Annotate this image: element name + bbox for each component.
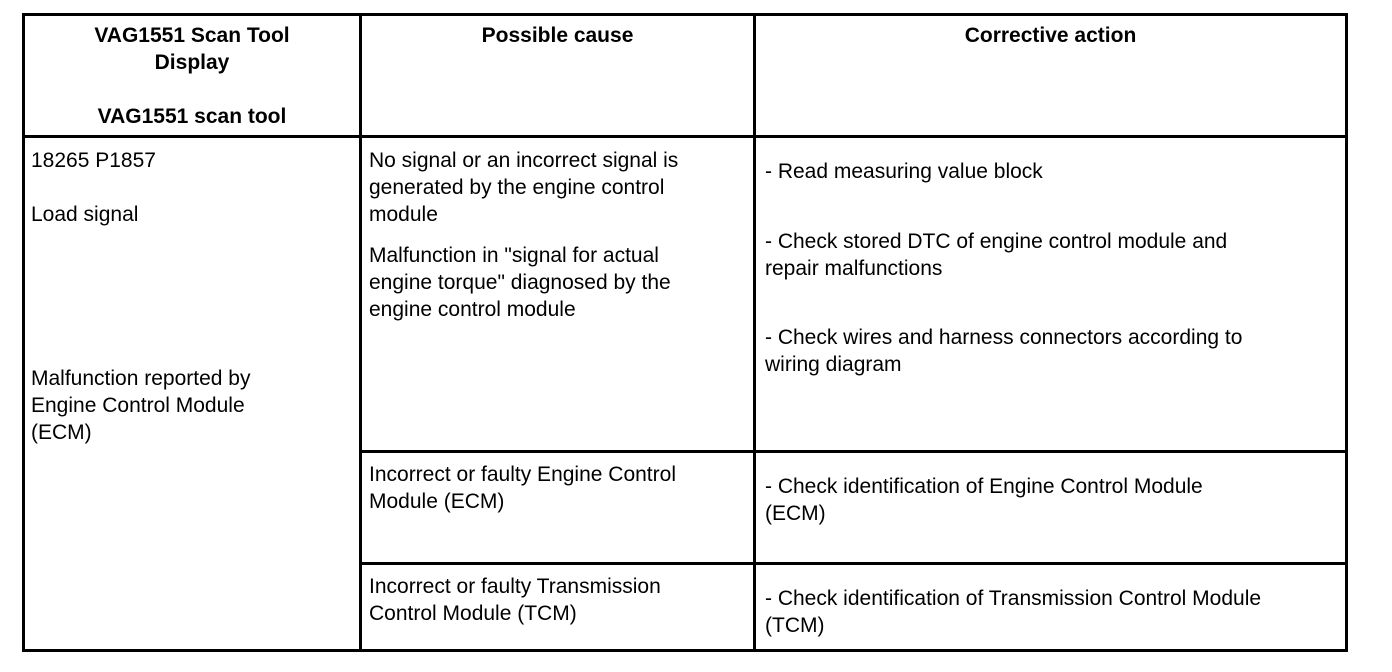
corrective-action-cell [765,158,1343,378]
header-line: Display [154,51,230,74]
action-line: - Check identification of Transmission Control Module [765,587,1262,610]
possible-cause-cell [369,461,749,515]
corrective-action-cell [765,585,1343,639]
cause-line: No signal or an incorrect signal is [369,149,679,172]
corrective-action-cell [765,473,1343,527]
cause-line: engine control module [369,298,576,321]
scan-tool-display-cell [31,147,351,446]
header-corrective-action [756,22,1345,49]
table-border-bottom [22,649,1348,652]
header-text: Possible cause [481,24,634,47]
action-line: repair malfunctions [765,257,943,280]
header-scan-tool-display [25,22,359,130]
action-line: (TCM) [765,614,825,637]
cause-line: engine torque" diagnosed by the [369,271,671,294]
fault-desc-line: (ECM) [31,421,92,444]
header-line: VAG1551 Scan Tool [94,24,290,47]
fault-code: 18265 P1857 [31,149,156,172]
cause-line: Incorrect or faulty Transmission [369,575,661,598]
action-line: (ECM) [765,502,826,525]
table-border-top [22,13,1348,16]
cause-line: generated by the engine control [369,176,665,199]
table-border-right [1345,13,1348,652]
cause-line: Module (ECM) [369,490,505,513]
header-possible-cause [362,22,753,49]
action-line: - Check stored DTC of engine control module and [765,230,1228,253]
possible-cause-cell [369,573,749,627]
row-divider-1 [359,450,1348,453]
action-line: - Read measuring value block [765,160,1043,183]
row-divider-2 [359,562,1348,565]
fault-desc-line: Engine Control Module [31,394,245,417]
column-divider-1 [359,13,362,652]
header-divider [22,135,1348,138]
header-text: Corrective action [964,24,1137,47]
fault-name: Load signal [31,203,139,226]
diagnostic-table [22,13,1348,652]
fault-desc-line: Malfunction reported by [31,367,251,390]
header-subtitle: VAG1551 scan tool [97,105,287,128]
cause-line: Control Module (TCM) [369,602,577,625]
action-line: - Check wires and harness connectors according to [765,326,1243,349]
cause-line: Incorrect or faulty Engine Control [369,463,676,486]
action-line: - Check identification of Engine Control Module [765,475,1203,498]
cause-line: Malfunction in "signal for actual [369,244,659,267]
cause-line: module [369,203,438,226]
action-line: wiring diagram [765,353,902,376]
column-divider-2 [753,13,756,652]
possible-cause-cell [369,147,749,323]
